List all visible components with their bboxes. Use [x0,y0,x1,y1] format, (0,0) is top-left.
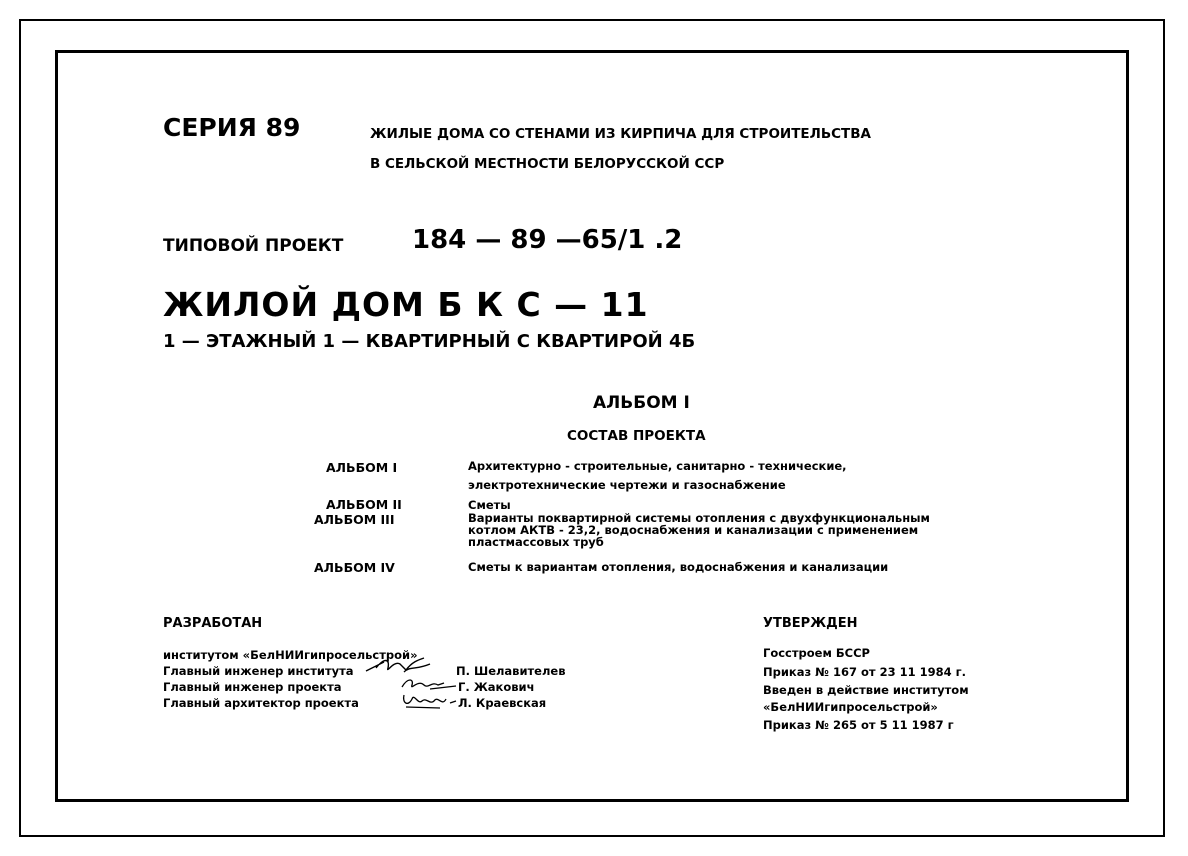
album-3-desc-line1: Варианты поквартирной системы отопления с двухфункциональным [468,511,930,525]
approved-label: УТВЕРЖДЕН [763,616,858,631]
project-label: ТИПОВОЙ ПРОЕКТ [163,236,344,256]
composition-heading: СОСТАВ ПРОЕКТА [567,428,706,444]
approved-line-4: «БелНИИгипросельстрой» [763,700,938,714]
developer-name-2: Г. Жакович [458,680,535,694]
series-description-line1: ЖИЛЫЕ ДОМА СО СТЕНАМИ ИЗ КИРПИЧА ДЛЯ СТРОИТЕЛЬСТВА [370,126,872,142]
developed-institute: институтом «БелНИИгипросельстрой» [163,648,418,662]
developed-label: РАЗРАБОТАН [163,616,263,631]
project-number: 184 — 89 —65/1 .2 [412,225,683,255]
album-2-name: АЛЬБОМ II [326,497,402,512]
series-description-line2: В СЕЛЬСКОЙ МЕСТНОСТИ БЕЛОРУССКОЙ ССР [370,156,725,172]
developer-role-3: Главный архитектор проекта [163,696,359,710]
album-3-desc-line3: пластмассовых труб [468,535,604,549]
document-subtitle: 1 — ЭТАЖНЫЙ 1 — КВАРТИРНЫЙ С КВАРТИРОЙ 4Б [163,331,696,352]
album-1-desc-line1: Архитектурно - строительные, санитарно - технические, [468,459,847,473]
developer-role-1: Главный инженер института [163,664,354,678]
approved-line-5: Приказ № 265 от 5 11 1987 г [763,718,954,732]
album-3-desc-line2: котлом АКТВ - 23,2, водоснабжения и канализации с применением [468,523,919,537]
album-4-desc-line1: Сметы к вариантам отопления, водоснабжения и канализации [468,560,889,574]
series-label: СЕРИЯ 89 [163,113,301,142]
developer-name-3: Л. Краевская [458,696,547,710]
developer-name-1: П. Шелавителев [456,664,566,678]
album-heading: АЛЬБОМ I [593,393,690,413]
approved-line-3: Введен в действие институтом [763,683,969,697]
album-1-desc-line2: электротехнические чертежи и газоснабжение [468,478,786,492]
approved-line-1: Госстроем БССР [763,646,870,660]
album-1-name: АЛЬБОМ I [326,460,398,475]
album-4-name: АЛЬБОМ IV [314,560,395,575]
signature-chief-architect [400,691,460,711]
document-title: ЖИЛОЙ ДОМ Б К С — 11 [163,285,649,324]
approved-line-2: Приказ № 167 от 23 11 1984 г. [763,665,966,679]
developer-role-2: Главный инженер проекта [163,680,342,694]
album-3-name: АЛЬБОМ III [314,512,395,527]
album-2-desc-line1: Сметы [468,498,511,512]
